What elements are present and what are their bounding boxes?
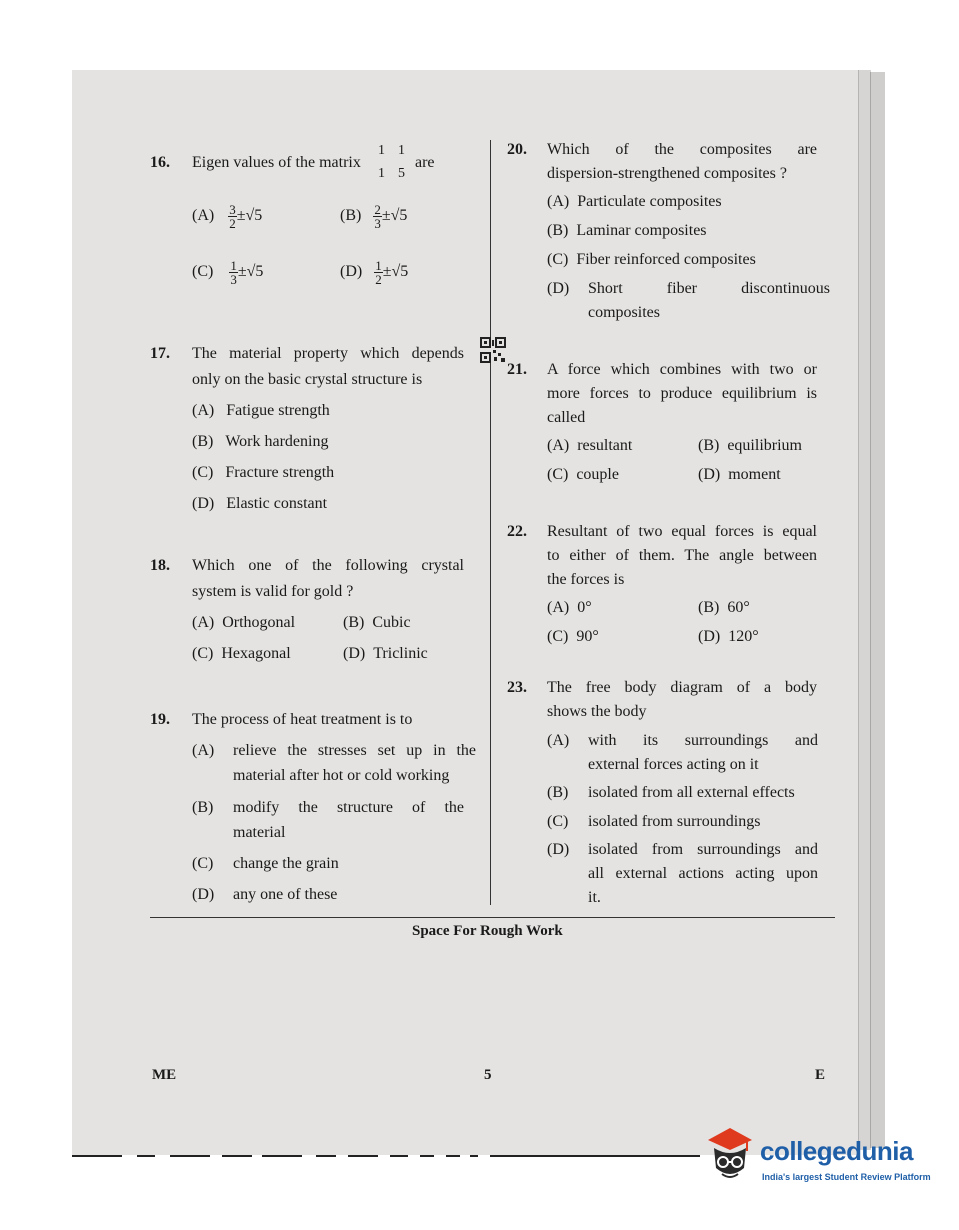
option-d-text: all external actions acting upon <box>588 865 818 882</box>
question-text: The process of heat treatment is to <box>192 711 413 728</box>
fraction: $\frac{2}{3}$ <box>374 202 381 231</box>
option-d[interactable]: (D) 120° <box>698 628 759 645</box>
option-d-text: any one of these <box>233 886 338 903</box>
subject-code: ME <box>152 1067 177 1083</box>
matrix-entry: 1 <box>378 166 385 181</box>
option-c-text: change the grain <box>233 855 339 872</box>
question-text: the forces is <box>547 571 625 588</box>
qr-code <box>480 337 506 363</box>
question-text: Resultant of two equal forces is equal <box>547 523 817 540</box>
option-a[interactable]: (A) 0° <box>547 599 592 616</box>
fraction: $\frac{1}{2}$ <box>375 258 382 287</box>
option-a[interactable]: (A) resultant <box>547 437 633 454</box>
option-d-label[interactable]: (D) <box>547 841 570 858</box>
question-text: system is valid for gold ? <box>192 583 354 600</box>
option-d-text: isolated from surroundings and <box>588 841 818 858</box>
option-c[interactable]: (C) Fiber reinforced composites <box>547 251 756 268</box>
option-b-text: material <box>233 824 286 841</box>
option-a-text: material after hot or cold working <box>233 767 450 784</box>
page-edge <box>870 72 885 1148</box>
option-a-text: relieve the stresses set up in the <box>233 742 476 759</box>
question-text: called <box>547 409 586 426</box>
option-c[interactable]: (C) $\frac{1}{3}$ ±√5 <box>192 258 264 287</box>
option-b-text: isolated from all external effects <box>588 784 795 801</box>
question-text: are <box>415 154 435 171</box>
option-d[interactable]: (D) Triclinic <box>343 645 428 662</box>
option-d-text: Short fiber discontinuous <box>588 280 830 297</box>
option-a[interactable]: (A) Orthogonal <box>192 614 296 631</box>
divider <box>390 1155 408 1157</box>
option-d[interactable]: (D) $\frac{1}{2}$ ±√5 <box>340 258 409 287</box>
divider <box>222 1155 252 1157</box>
option-d-text: composites <box>588 304 660 321</box>
option-a[interactable]: (A) Fatigue strength <box>192 402 330 419</box>
option-a-text: external forces acting on it <box>588 756 759 773</box>
divider <box>490 1155 700 1157</box>
option-c[interactable]: (C) Fracture strength <box>192 464 335 481</box>
matrix-entry: 5 <box>398 166 405 181</box>
option-a[interactable]: (A) Particulate composites <box>547 193 722 210</box>
option-c-text: isolated from surroundings <box>588 813 761 830</box>
option-b-text: modify the structure of the <box>233 799 464 816</box>
question-text: only on the basic crystal structure is <box>192 371 423 388</box>
option-c-label[interactable]: (C) <box>547 813 569 830</box>
option-c[interactable]: (C) 90° <box>547 628 599 645</box>
matrix-entry: 1 <box>378 143 385 158</box>
option-b[interactable]: (B) Work hardening <box>192 433 329 450</box>
divider <box>420 1155 434 1157</box>
divider <box>262 1155 302 1157</box>
option-b[interactable]: (B) 60° <box>698 599 750 616</box>
question-number: 18. <box>150 557 170 574</box>
option-a-label[interactable]: (A) <box>192 742 215 759</box>
option-b-label[interactable]: (B) <box>192 799 214 816</box>
question-text: more forces to produce equilibrium is <box>547 385 817 402</box>
divider <box>170 1155 210 1157</box>
question-text: The free body diagram of a body <box>547 679 817 696</box>
option-c[interactable]: (C) Hexagonal <box>192 645 291 662</box>
question-text: Which of the composites are <box>547 141 817 158</box>
option-b[interactable]: (B) Cubic <box>343 614 411 631</box>
question-number: 16. <box>150 154 170 171</box>
fraction: $\frac{1}{3}$ <box>230 258 237 287</box>
question-text: The material property which depends <box>192 345 464 362</box>
divider <box>137 1155 155 1157</box>
rough-work-label: Space For Rough Work <box>412 923 563 939</box>
option-label: (C) <box>192 263 214 281</box>
question-text: shows the body <box>547 703 647 720</box>
column-divider <box>490 140 491 905</box>
question-text: dispersion-strengthened composites ? <box>547 165 787 182</box>
divider <box>470 1155 478 1157</box>
option-c[interactable]: (C) couple <box>547 466 619 483</box>
divider <box>72 1155 122 1157</box>
matrix-entry: 1 <box>398 143 405 158</box>
brand-name: collegedunia <box>760 1136 913 1166</box>
option-b-label[interactable]: (B) <box>547 784 569 801</box>
fraction: $\frac{3}{2}$ <box>229 202 236 231</box>
page-number: 5 <box>484 1067 492 1083</box>
option-d-label[interactable]: (D) <box>192 886 215 903</box>
divider <box>348 1155 378 1157</box>
set-code: E <box>815 1067 826 1083</box>
question-text: A force which combines with two or <box>547 361 817 378</box>
brand-logo[interactable] <box>700 1122 940 1192</box>
option-a[interactable]: (A) $\frac{3}{2}$ ±√5 <box>192 202 263 231</box>
brand-tagline: India's largest Student Review Platform <box>762 1172 931 1182</box>
question-number: 23. <box>507 679 527 696</box>
option-label: (D) <box>340 263 363 281</box>
question-number: 22. <box>507 523 527 540</box>
question-number: 20. <box>507 141 527 158</box>
question-text: to either of them. The angle between <box>547 547 817 564</box>
option-label: (A) <box>192 207 215 225</box>
option-d[interactable]: (D) moment <box>698 466 781 483</box>
option-c-label[interactable]: (C) <box>192 855 214 872</box>
option-label: (B) <box>340 207 362 225</box>
option-d-text: it. <box>588 889 601 906</box>
option-d-label[interactable]: (D) <box>547 280 570 297</box>
question-number: 19. <box>150 711 170 728</box>
rough-work-rule <box>150 917 835 918</box>
question-text: Eigen values of the matrix <box>192 154 361 171</box>
question-number: 17. <box>150 345 170 362</box>
option-b[interactable]: (B) $\frac{2}{3}$ ±√5 <box>340 202 408 231</box>
option-a-text: with its surroundings and <box>588 732 818 749</box>
graduate-icon <box>700 1124 758 1186</box>
option-b[interactable]: (B) equilibrium <box>698 437 802 454</box>
divider <box>316 1155 336 1157</box>
option-b[interactable]: (B) Laminar composites <box>547 222 707 239</box>
question-number: 21. <box>507 361 527 378</box>
option-d[interactable]: (D) Elastic constant <box>192 495 328 512</box>
question-text: Which one of the following crystal <box>192 557 464 574</box>
divider <box>446 1155 460 1157</box>
option-a-label[interactable]: (A) <box>547 732 570 749</box>
